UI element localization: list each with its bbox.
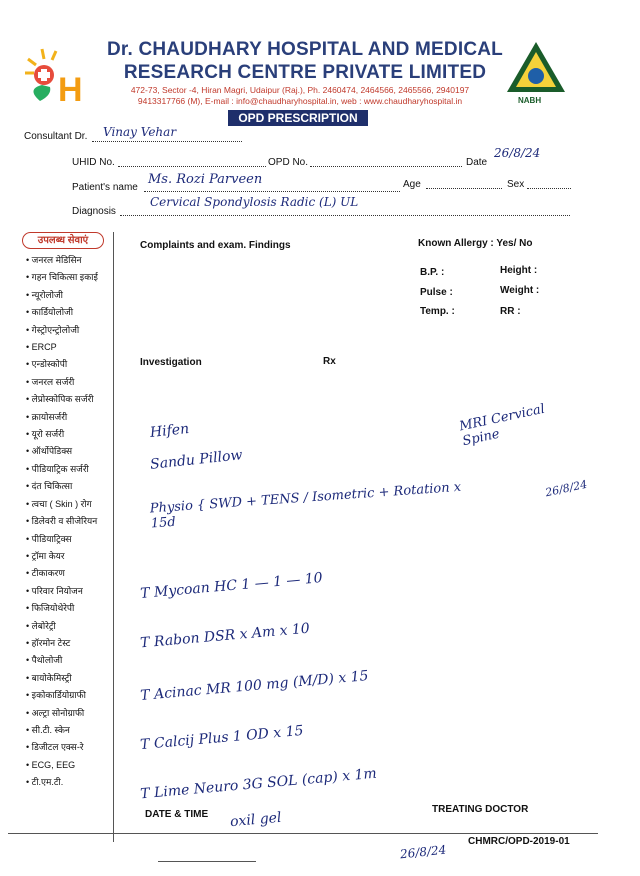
complaints-heading: Complaints and exam. Findings xyxy=(140,240,291,251)
rr-label: RR : xyxy=(500,306,521,317)
service-item: • दंत चिकित्सा xyxy=(26,478,98,495)
consultant-value: Vinay Vehar xyxy=(103,125,177,139)
service-item: • ट्रॉमा केयर xyxy=(26,548,98,565)
service-item: • डिजीटल एक्स-रे xyxy=(26,739,98,756)
signature-date: 26/8/24 xyxy=(399,842,447,862)
nabh-label: NABH xyxy=(518,96,542,105)
diagnosis-line xyxy=(120,215,570,216)
service-item: • टी.एम.टी. xyxy=(26,774,98,791)
service-item: • अल्ट्रा सोनोग्राफी xyxy=(26,705,98,722)
consultant-line xyxy=(92,141,242,142)
form-code: CHMRC/OPD-2019-01 xyxy=(468,836,570,847)
services-title: उपलब्ध सेवाएं xyxy=(22,232,104,249)
service-item: • ऑर्थोपेडिक्स xyxy=(26,443,98,460)
service-item: • यूरो सर्जरी xyxy=(26,426,98,443)
temp-label: Temp. : xyxy=(420,306,455,317)
patient-name-value: Ms. Rozi Parveen xyxy=(148,172,263,187)
date-label: Date xyxy=(466,157,488,168)
nabh-seal xyxy=(505,40,567,102)
opd-prescription-badge: OPD PRESCRIPTION xyxy=(228,110,368,126)
allergy-label: Known Allergy : Yes/ No xyxy=(418,238,533,249)
pulse-label: Pulse : xyxy=(420,287,453,298)
investigation-date: 26/8/24 xyxy=(544,477,589,500)
service-item: • क्रायोसर्जरी xyxy=(26,409,98,426)
service-item: • एन्डोस्कोपी xyxy=(26,356,98,373)
service-item: • हॉरमोन टेस्ट xyxy=(26,635,98,652)
service-item: • गेस्ट्रोएन्ट्रोलोजी xyxy=(26,322,98,339)
date-value: 26/8/24 xyxy=(494,146,541,160)
rx-line: oxil gel xyxy=(229,809,283,831)
service-item: • फिजियोथेरेपी xyxy=(26,600,98,617)
date-signature-line xyxy=(158,861,256,862)
rx-line: T Acinac MR 100 mg (M/D) x 15 xyxy=(139,668,370,704)
age-label: Age xyxy=(403,179,421,190)
service-item: • डिलेवरी व सीजेरियन xyxy=(26,513,98,530)
column-divider xyxy=(113,232,114,842)
hospital-logo xyxy=(22,45,88,107)
service-item: • परिवार नियोजन xyxy=(26,583,98,600)
service-item: • बायोकेमिस्ट्री xyxy=(26,670,98,687)
sex-line xyxy=(527,188,571,189)
service-item: • पीडियाट्रिक सर्जरी xyxy=(26,461,98,478)
investigation-note: MRI Cervical Spine xyxy=(458,401,547,450)
rx-heading: Rx xyxy=(323,356,336,367)
consultant-label: Consultant Dr. xyxy=(24,131,88,142)
rx-line: Physio { SWD + TENS / Isometric + Rotation x 15d xyxy=(149,479,462,532)
bp-label: B.P. : xyxy=(420,267,445,278)
rx-line: T Lime Neuro 3G SOL (cap) x 1m xyxy=(139,765,378,803)
service-item: • लेबोरेट्री xyxy=(26,618,98,635)
hospital-name: Dr. CHAUDHARY HOSPITAL AND MEDICAL RESEARCH CENTRE PRIVATE LIMITED xyxy=(107,39,503,83)
date-time-label: DATE & TIME xyxy=(145,809,209,820)
service-item: • गहन चिकित्सा इकाई xyxy=(26,269,98,286)
service-item: • जनरल सर्जरी xyxy=(26,374,98,391)
service-item: • ECG, EEG xyxy=(26,757,98,774)
service-item: • त्वचा ( Skin ) रोग xyxy=(26,496,98,513)
patient-name-label: Patient's name xyxy=(72,182,138,193)
rx-line: T Mycoan HC 1 — 1 — 10 xyxy=(139,570,324,602)
service-item: • टीकाकरण xyxy=(26,565,98,582)
treating-doctor-label: TREATING DOCTOR xyxy=(432,804,529,815)
weight-label: Weight : xyxy=(500,285,540,296)
service-item: • लेप्रोस्कोपिक सर्जरी xyxy=(26,391,98,408)
service-item: • सी.टी. स्केन xyxy=(26,722,98,739)
footer-divider xyxy=(8,833,598,834)
rx-line: Sandu Pillow xyxy=(149,447,244,473)
age-line xyxy=(426,188,502,189)
rx-line: T Calcij Plus 1 OD x 15 xyxy=(139,722,305,754)
sex-label: Sex xyxy=(507,179,525,190)
service-item: • न्यूरोलोजी xyxy=(26,287,98,304)
opd-no-line xyxy=(310,166,462,167)
svg-text:H: H xyxy=(58,71,83,107)
diagnosis-label: Diagnosis xyxy=(72,206,116,217)
uhid-line xyxy=(118,166,266,167)
services-list xyxy=(26,252,98,792)
height-label: Height : xyxy=(500,265,538,276)
service-item: • जनरल मेडिसिन xyxy=(26,252,98,269)
service-item: • ERCP xyxy=(26,339,98,356)
rx-line: Hifen xyxy=(149,420,190,442)
service-item: • इकोकार्डियोग्राफी xyxy=(26,687,98,704)
diagnosis-value: Cervical Spondylosis Radic (L) UL xyxy=(150,195,359,209)
opd-no-label: OPD No. xyxy=(268,157,309,168)
patient-name-line xyxy=(144,191,400,192)
investigation-heading: Investigation xyxy=(140,357,202,368)
service-item: • पैथोलोजी xyxy=(26,652,98,669)
uhid-label: UHID No. xyxy=(72,157,115,168)
hospital-address: 472-73, Sector -4, Hiran Magri, Udaipur (Raj.), Ph. 2460474, 2464566, 2465566, 2940197 9413317766 (M), E-mail : info@chaudharyhospital.in, web : www.chaudharyhospital.in xyxy=(130,85,470,106)
service-item: • पीडियाट्रिक्स xyxy=(26,531,98,548)
rx-line: T Rabon DSR x Am x 10 xyxy=(139,620,311,652)
service-item: • कार्डियोलोजी xyxy=(26,304,98,321)
